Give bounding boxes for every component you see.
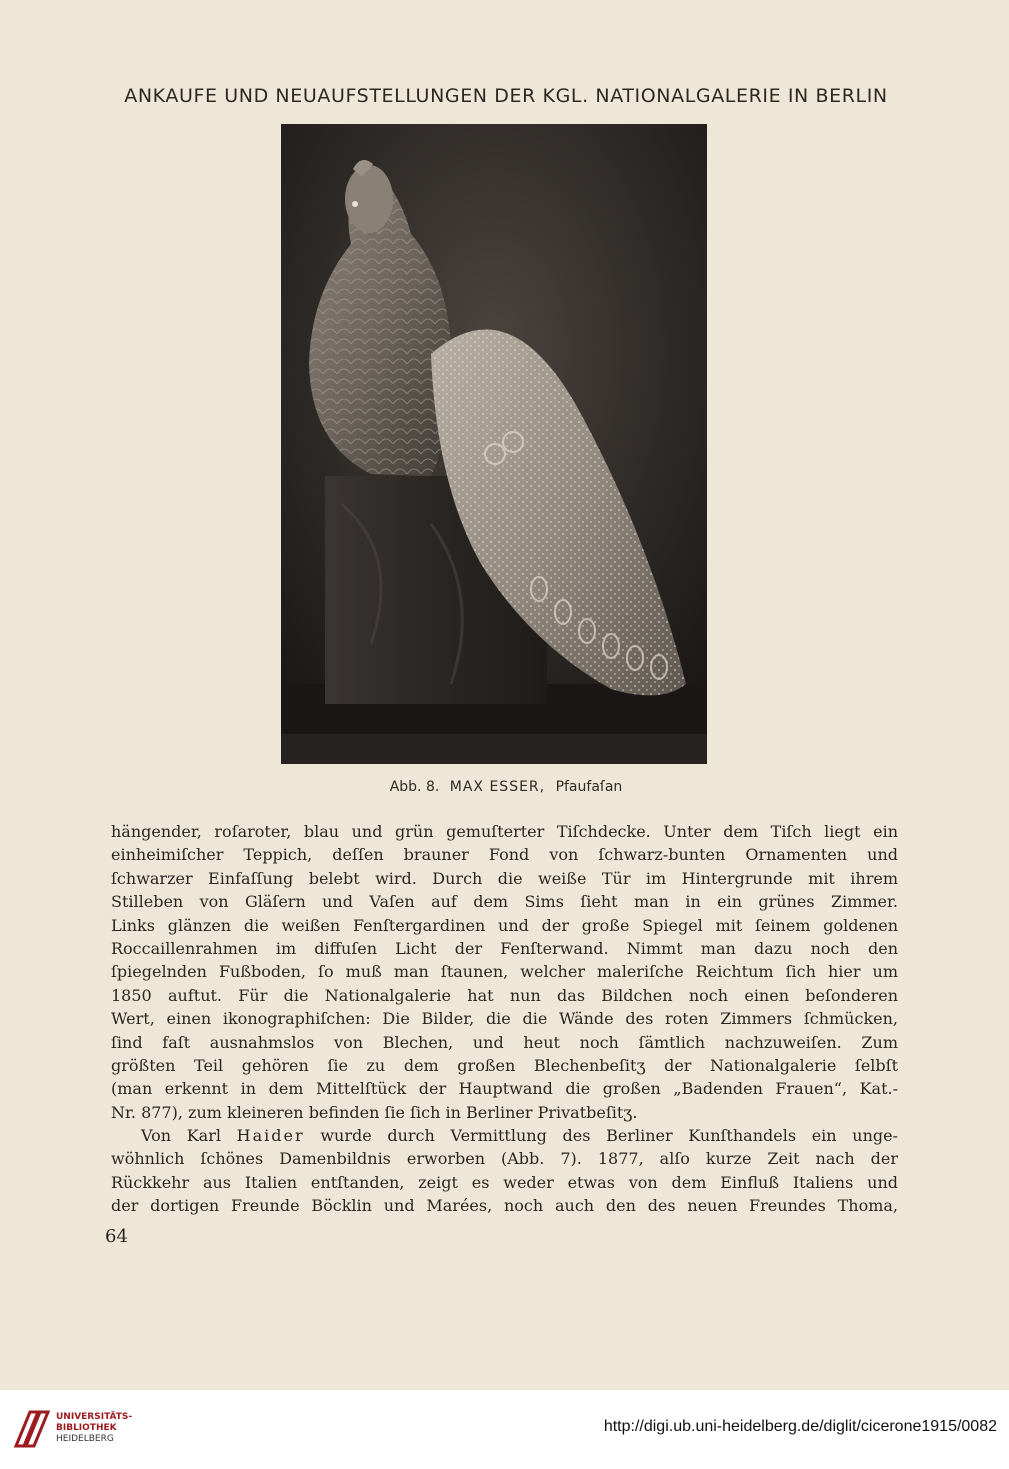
- text-line: einheimiſcher Teppich, deſſen brauner Fond von ſchwarz-bunten Ornamenten und: [111, 845, 898, 865]
- paragraph2-first-line: [111, 1124, 898, 1147]
- library-line-1: UNIVERSITÄTS-: [56, 1412, 133, 1422]
- source-url-link[interactable]: http://digi.ub.uni-heidelberg.de/diglit/cicerone1915/0082: [603, 1418, 997, 1435]
- peacock-pheasant-sculpture-image: [281, 124, 707, 764]
- text-line: Nr. 877), zum kleineren befinden ſie ſich in Berliner Privatbeſitʒ.: [111, 1102, 638, 1122]
- body-text: [111, 820, 898, 1218]
- library-name: [56, 1412, 132, 1445]
- caption-artist: MAX ESSER,: [449, 779, 546, 795]
- text-line: größten Teil gehören ſie zu dem großen Blechenbeſitʒ der Nationalgalerie ſelbſt: [111, 1055, 898, 1075]
- text-line: Stilleben von Gläſern und Vaſen auf dem Sims ſieht man in ein grünes Zimmer.: [111, 892, 898, 912]
- text-line: hängender, roſaroter, blau und grün gemuſterter Tiſchdecke. Unter dem Tiſch liegt ein: [111, 822, 898, 841]
- text-line: wöhnlich ſchönes Damenbildnis erworben (Abb. 7). 1877, alſo kurze Zeit nach der: [111, 1149, 898, 1169]
- paragraph2-lead: Von Karl: [141, 1126, 221, 1146]
- text-line: ſchwarzer Einfaſſung belebt wird. Durch die weiße Tür im Hintergrunde mit ihrem: [111, 868, 898, 888]
- sculpture-photograph: [281, 124, 707, 764]
- artist-name-haider: Haider: [236, 1126, 305, 1146]
- caption-number: Abb. 8.: [389, 779, 440, 795]
- library-line-3: HEIDELBERG: [56, 1434, 114, 1444]
- text-line: der dortigen Freunde Böcklin und Marées, noch auch den des neuen Freundes Thoma,: [111, 1196, 898, 1216]
- text-line: Roccaillenrahmen im diffuſen Licht der Fenſterwand. Nimmt man dazu noch den: [111, 938, 898, 958]
- text-line: ſpiegelnden Fußboden, ſo muß man ſtaunen, welcher maleriſche Reichtum ſich hier um: [111, 962, 898, 982]
- text-line: 1850 auftut. Für die Nationalgalerie hat nun das Bildchen noch einen beſonderen: [111, 985, 898, 1005]
- digitization-footer: [0, 1390, 1009, 1469]
- university-library-logo-icon: [12, 1408, 52, 1450]
- text-line: ſind faſt ausnahmslos von Blechen, und heut noch ſämtlich nachzuweiſen. Zum: [111, 1032, 898, 1052]
- paragraph2-line1-rest: wurde durch Vermittlung des Berliner Kunſthandels ein unge-: [320, 1126, 898, 1146]
- text-line: Rückkehr aus Italien entſtanden, zeigt es weder etwas von dem Einfluß Italiens und: [111, 1172, 898, 1192]
- figure-caption: [96, 779, 916, 795]
- text-line: Links glänzen die weißen Fenſtergardinen und der große Spiegel mit ſeinem goldenen: [111, 915, 898, 935]
- caption-title: Pfaufaſan: [555, 779, 623, 795]
- text-line: Wert, einen ikonographiſchen: Die Bilder, die die Wände des roten Zimmers ſchmücken,: [111, 1009, 898, 1029]
- library-line-2: BIBLIOTHEK: [56, 1423, 117, 1433]
- running-head: ANKAUFE UND NEUAUFSTELLUNGEN DER KGL. NATIONALGALERIE IN BERLIN: [124, 85, 888, 107]
- page-number: 64: [105, 1226, 128, 1247]
- text-line: (man erkennt in dem Mittelſtück der Hauptwand die großen „Badenden Frauen“, Kat.-: [111, 1079, 898, 1099]
